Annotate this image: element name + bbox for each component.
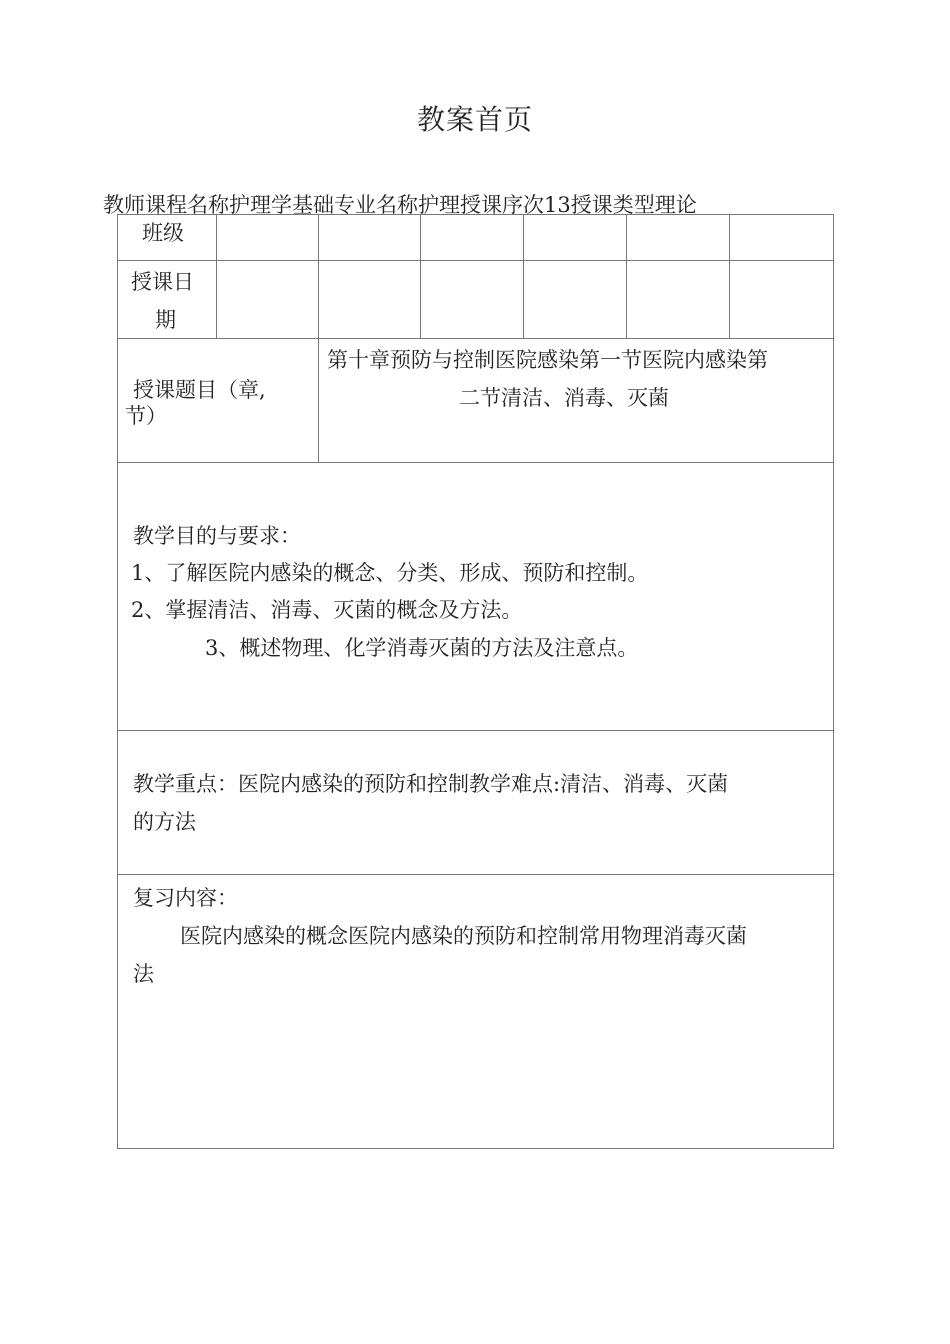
date-cell-4 — [524, 261, 627, 339]
class-cell-1 — [217, 214, 319, 261]
class-label-cell — [117, 214, 217, 261]
class-cell-6 — [730, 214, 834, 261]
class-cell-5 — [627, 214, 730, 261]
date-label-line2: 期 — [155, 308, 176, 332]
focus-cell — [117, 731, 834, 875]
class-label: 班级 — [142, 221, 184, 245]
topic-label-line1: 授课题目（章, — [133, 378, 266, 402]
review-line1: 医院内感染的概念医院内感染的预防和控制常用物理消毒灭菌 — [180, 924, 747, 948]
objectives-cell — [117, 463, 834, 731]
course-meta-line: 教师课程名称护理学基础专业名称护理授课序次13授课类型理论 — [103, 193, 697, 217]
date-label-cell — [117, 261, 217, 339]
objective-item-1: 1、了解医院内感染的概念、分类、形成、预防和控制。 — [131, 561, 649, 585]
objective-item-3: 3、概述物理、化学消毒灭菌的方法及注意点。 — [205, 636, 639, 660]
page-title: 教案首页 — [416, 103, 533, 136]
focus-line2: 的方法 — [133, 810, 196, 834]
date-label-line1: 授课日 — [131, 270, 194, 294]
review-line2: 法 — [133, 962, 154, 986]
topic-label-line2: 节） — [125, 404, 167, 428]
topic-value-cell — [319, 339, 834, 463]
topic-value-line2: 二节清洁、消毒、灭菌 — [459, 386, 669, 410]
date-cell-5 — [627, 261, 730, 339]
review-heading: 复习内容： — [133, 886, 238, 910]
objectives-heading: 教学目的与要求： — [133, 524, 301, 548]
topic-label-cell — [117, 339, 319, 463]
objective-item-2: 2、掌握清洁、消毒、灭菌的概念及方法。 — [131, 598, 523, 622]
date-cell-1 — [217, 261, 319, 339]
class-cell-3 — [421, 214, 524, 261]
review-cell — [117, 875, 834, 1149]
date-cell-3 — [421, 261, 524, 339]
class-cell-2 — [319, 214, 421, 261]
topic-value-line1: 第十章预防与控制医院感染第一节医院内感染第 — [327, 348, 768, 372]
date-cell-6 — [730, 261, 834, 339]
class-cell-4 — [524, 214, 627, 261]
date-cell-2 — [319, 261, 421, 339]
focus-line1: 教学重点：医院内感染的预防和控制教学难点:清洁、消毒、灭菌 — [133, 772, 729, 796]
